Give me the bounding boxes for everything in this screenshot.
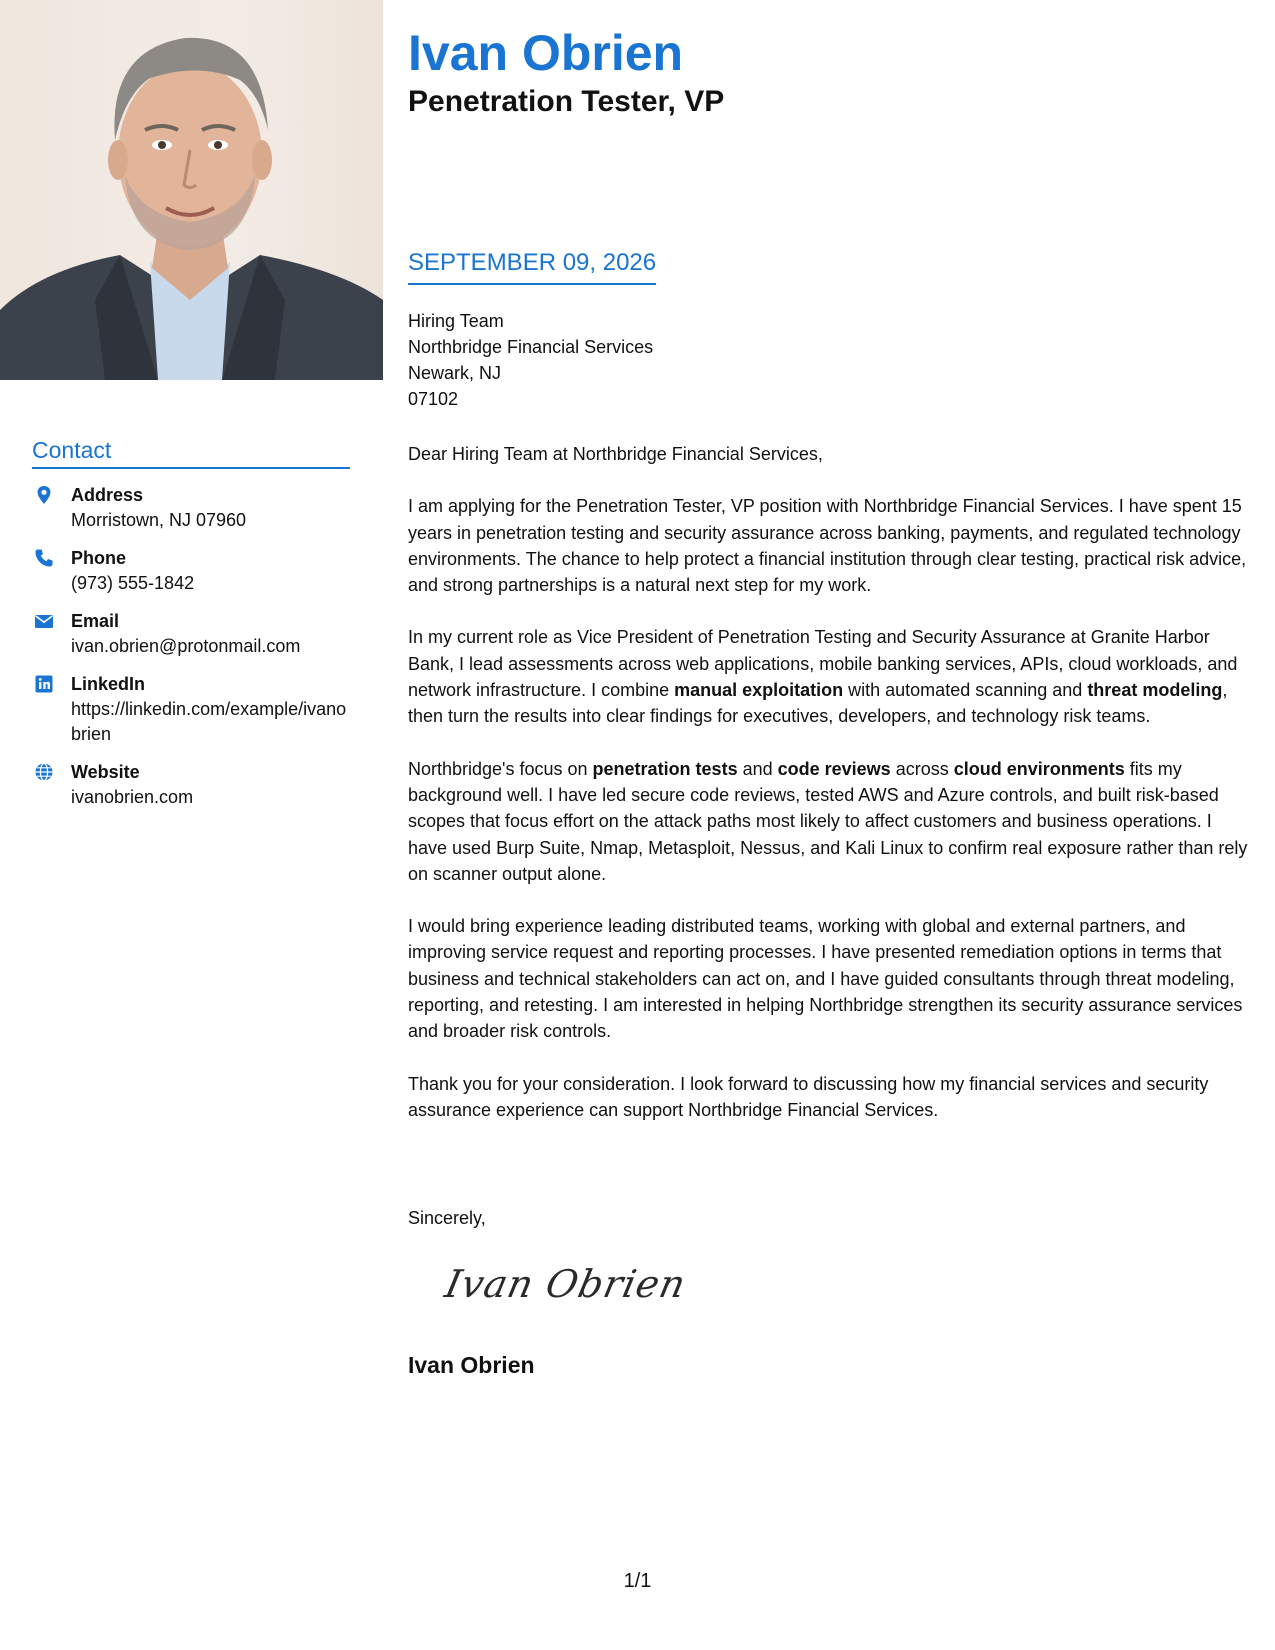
closing: Sincerely, [408,1208,486,1228]
contact-label: Phone [71,548,127,568]
contact-label: Address [71,485,144,505]
recipient-line: Hiring Team [408,311,504,331]
contact-phone [32,546,350,596]
contact-section [32,436,350,823]
contact-heading: Contact [32,436,350,469]
contact-website [32,760,350,810]
recipient-line: 07102 [408,389,459,409]
contact-value: ivan.obrien@protonmail.com [71,636,301,656]
contact-value: https://linkedin.com/example/ivanobrien [71,699,347,744]
contact-value: ivanobrien.com [71,787,194,807]
map-pin-icon [34,485,54,505]
recipient-line: Northbridge Financial Services [408,337,654,357]
email-icon [34,611,54,631]
paragraph-5: Thank you for your consideration. I look forward to discussing how my financial services and security assurance experience can support Northbridge Financial Services. [408,1073,1209,1120]
contact-email [32,609,350,659]
contact-address [32,483,350,533]
phone-icon [34,548,54,568]
profile-photo [0,0,383,380]
contact-label: Website [71,762,140,782]
sidebar [0,0,383,1650]
contact-linkedin [32,672,350,747]
signature-image: Ivan Obrien [441,1262,691,1306]
job-title: Penetration Tester, VP [408,85,725,118]
linkedin-icon [34,674,54,694]
paragraph-4: I would bring experience leading distributed teams, working with global and external partners, and improving service request and reporting processes. I have presented remediation options in terms that business and technical stakeholders can act on, and I have guided consultants through threat modeling, reporting, and retesting. I am interested in helping Northbridge strengthen its security assurance services and broader risk controls. [408,916,1243,1042]
contact-label: LinkedIn [71,674,146,694]
recipient-block [408,308,653,412]
signed-name: Ivan Obrien [408,1352,535,1378]
recipient-line: Newark, NJ [408,363,502,383]
paragraph-3: Northbridge's focus on penetration tests and code reviews across cloud environments fits my background well. I have led secure code reviews, tested AWS and Azure controls, and built risk-based scopes that focus effort on the attack paths most likely to affect customers and business operations. I have used Burp Suite, Nmap, Metasploit, Nessus, and Kali Linux to confirm real exposure rather than rely on scanner output alone. [408,758,1248,884]
portrait-illustration [0,0,383,380]
applicant-name: Ivan Obrien [408,25,684,81]
paragraph-1: I am applying for the Penetration Tester, VP position with Northbridge Financial Services. I have spent 15 years in penetration testing and security assurance across banking, payments, and regulated technology environments. The chance to help protect a financial institution through clear testing, practical risk advice, and strong partnerships is a natural next step for my work. [408,496,1247,596]
letter-body [408,441,1253,1149]
paragraph-2: In my current role as Vice President of Penetration Testing and Security Assurance at Granite Harbor Bank, I lead assessments across web applications, mobile banking services, APIs, cloud workloads, and network infrastructure. I combine manual exploitation with automated scanning and threat modeling, then turn the results into clear findings for executives, developers, and technology risk teams. [408,627,1238,727]
salutation: Dear Hiring Team at Northbridge Financial Services, [408,444,823,464]
globe-icon [34,762,54,782]
contact-value: (973) 555-1842 [71,573,195,593]
contact-label: Email [71,611,120,631]
contact-value: Morristown, NJ 07960 [71,510,247,530]
page-number: 1/1 [623,1570,652,1592]
letter-date: SEPTEMBER 09, 2026 [408,248,656,285]
